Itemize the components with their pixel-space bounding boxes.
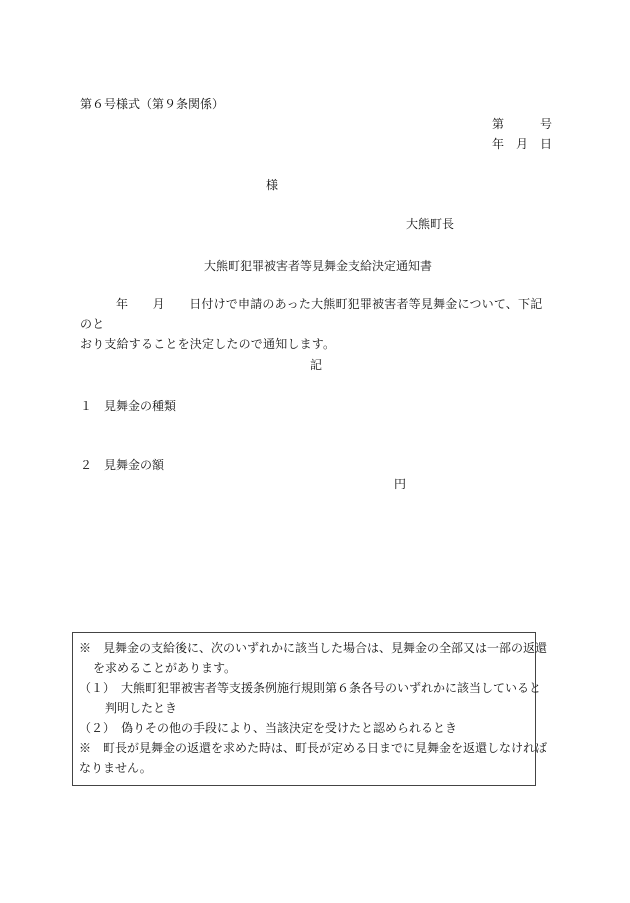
notice-line-3: （１） 大熊町犯罪被害者等支援条例施行規則第６条各号のいずれかに該当していると	[79, 681, 542, 695]
body-paragraph	[80, 294, 554, 354]
item-benefit-type: １ 見舞金の種類	[80, 399, 177, 413]
notice-line-1: ※ 見舞金の支給後に、次のいずれかに該当した場合は、見舞金の全部又は一部の返還	[79, 641, 548, 655]
yen-unit: 円	[394, 477, 407, 491]
notice-line-7: なりません。	[79, 761, 152, 775]
body-line-1	[80, 294, 554, 334]
notice-box	[72, 632, 548, 786]
body-line-1-text: 年 月 日付けで申請のあった大熊町犯罪被害者等見舞金について、下記のと	[80, 297, 543, 331]
body-line-2: おり支給することを決定したので通知します。	[80, 337, 336, 351]
document-date-label: 年 月 日	[492, 137, 553, 151]
form-number-label: 第６号様式（第９条関係）	[80, 97, 225, 111]
notice-line-2: を求めることがあります。	[93, 661, 237, 675]
issuer-name: 大熊町長	[406, 217, 455, 231]
notice-line-4: 判明したとき	[105, 701, 178, 715]
item-benefit-amount: ２ 見舞金の額	[80, 458, 165, 472]
notice-line-6: ※ 町長が見舞金の返還を求めた時は、町長が定める日までに見舞金を返還しなければ	[79, 741, 548, 755]
document-number-label: 第 号	[492, 117, 553, 131]
document-title: 大熊町犯罪被害者等見舞金支給決定通知書	[204, 259, 433, 273]
recipient-suffix: 様	[266, 178, 279, 192]
ki-heading: 記	[310, 358, 323, 372]
notice-line-5: （２） 偽りその他の手段により、当該決定を受けたと認められるとき	[79, 721, 458, 735]
